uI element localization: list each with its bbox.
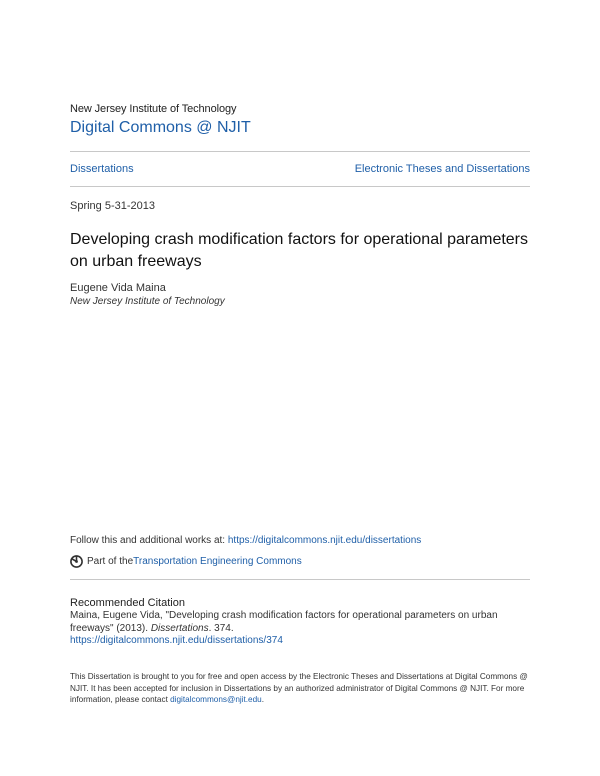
open-access-icon [70, 555, 83, 568]
divider-nav [70, 186, 530, 187]
divider-top [70, 151, 530, 152]
citation-text [70, 610, 530, 635]
footer-end: . [261, 695, 264, 704]
dissertations-link[interactable]: Dissertations [70, 163, 134, 175]
part-of-prefix: Part of the [87, 556, 134, 567]
follow-link[interactable]: https://digitalcommons.njit.edu/dissertations [227, 535, 422, 546]
citation-text-pre: Maina, Eugene Vida, "Developing crash modification factors for operational parameters on urban freeways" (2013). [70, 610, 498, 634]
citation-series: Dissertations [150, 622, 209, 634]
repository-link[interactable]: Digital Commons @ NJIT [70, 119, 251, 136]
transportation-commons-link[interactable]: Transportation Engineering Commons [133, 556, 302, 567]
citation-text-post: . 374. [208, 622, 234, 634]
divider-citation [70, 579, 530, 580]
part-of-line [70, 555, 302, 568]
footer-text: This Dissertation is brought to you for free and open access by the Electronic Theses and Dissertations at Digital Commons @ NJIT. It has been accepted for inclusion in Dissertations by an authorized administrator of Digital Commons @ NJIT. For more information, please contact [70, 672, 528, 704]
institution-name: New Jersey Institute of Technology [70, 103, 237, 115]
citation-heading: Recommended Citation [70, 597, 185, 609]
contact-email-link[interactable]: digitalcommons@njit.edu [170, 695, 262, 704]
follow-line [70, 535, 421, 546]
etd-collection-link[interactable]: Electronic Theses and Dissertations [354, 163, 530, 175]
footer-notice [70, 671, 530, 706]
author-name: Eugene Vida Maina [70, 282, 166, 294]
author-affiliation: New Jersey Institute of Technology [70, 296, 225, 307]
document-title: Developing crash modification factors for operational parameters on urban freeways [70, 231, 529, 270]
publication-date: Spring 5-31-2013 [70, 200, 156, 212]
follow-prefix: Follow this and additional works at: [70, 535, 228, 546]
citation-url-link[interactable]: https://digitalcommons.njit.edu/dissertations/374 [70, 635, 283, 646]
